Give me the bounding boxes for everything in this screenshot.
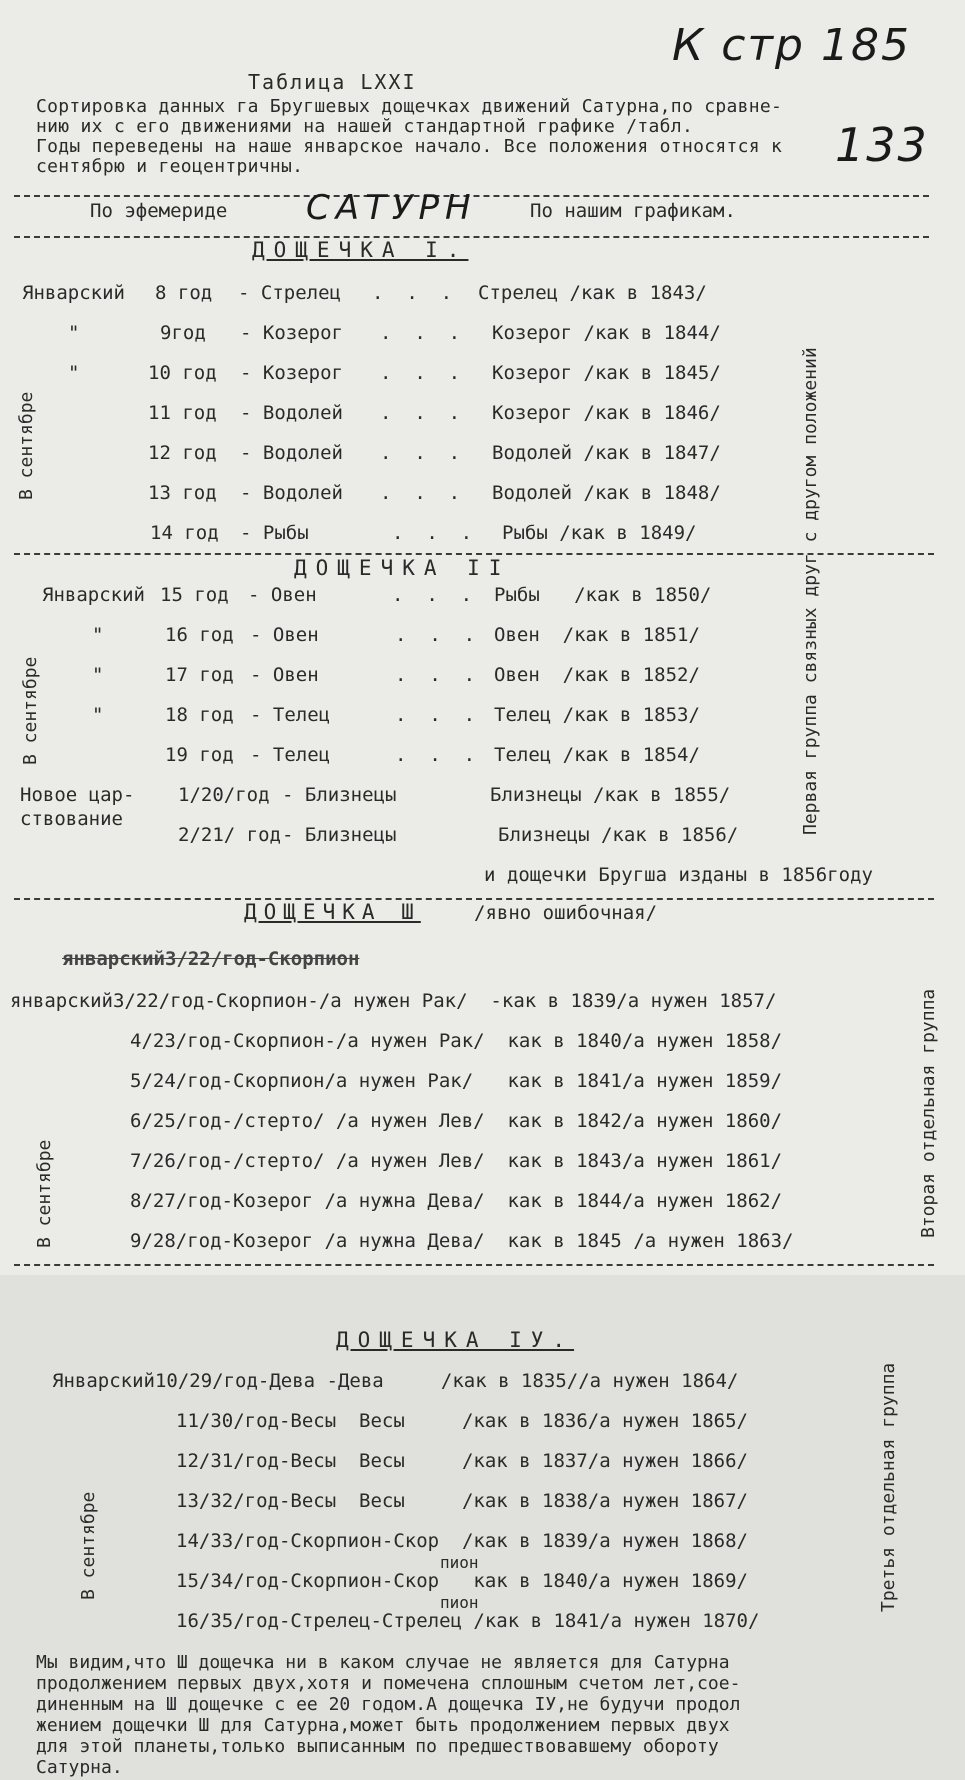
row-prefix: " xyxy=(68,322,80,344)
table-row: 6/25/год-/стерто/ /а нужен Лев/ как в 1842/а нужен 1860/ xyxy=(130,1110,783,1132)
divider xyxy=(14,553,934,555)
row-graph: Телец /как в 1854/ xyxy=(494,744,700,766)
group3-label: Третья отдельная группа xyxy=(878,1362,899,1612)
handwritten-page-reference: К стр 185 xyxy=(672,20,911,71)
row-year: 9год xyxy=(160,322,206,344)
paragraph-line: Сатурна. xyxy=(36,1757,123,1778)
plate2-title: ДОЩЕЧКА II xyxy=(294,556,511,580)
row-dots: . . . xyxy=(395,704,476,726)
row-year: 1/20/год xyxy=(178,784,270,806)
table-row: 12/31/год-Весы Весы /как в 1837/а нужен 1866/ xyxy=(176,1450,748,1472)
plate3-struck-line: январский3/22/год-Скорпион xyxy=(62,948,360,970)
table-row: 8/27/год-Козерог /а нужна Дева/ как в 1844/а нужен 1862/ xyxy=(130,1190,783,1212)
row-year: 14 год xyxy=(150,522,219,544)
row-dots: . . . xyxy=(395,744,476,766)
row-year: 11 год xyxy=(148,402,217,424)
row-sign: - Водолей xyxy=(240,402,343,424)
row-year: 13 год xyxy=(148,482,217,504)
row-graph: Близнецы /как в 1855/ xyxy=(490,784,731,806)
table-title: Таблица LXXI xyxy=(248,70,417,94)
row-dots: . . . xyxy=(392,522,473,544)
row-year: 15 год xyxy=(160,584,229,606)
row-graph: Овен /как в 1852/ xyxy=(494,664,700,686)
header-line-4: Годы переведены на наше январское начало. Все положения относятся к xyxy=(36,136,783,157)
row-graph: Козерог /как в 1844/ xyxy=(492,322,721,344)
row-dots: . . . xyxy=(395,624,476,646)
planet-title: САТУРН xyxy=(306,188,477,228)
row-sign: - Близнецы xyxy=(282,824,397,846)
row-graph: Водолей /как в 1847/ xyxy=(492,442,721,464)
row-year: 8 год xyxy=(155,282,213,304)
plate4-title: ДОЩЕЧКА IУ. xyxy=(336,1328,575,1352)
group1-label: Первая группа связных друг с другом положений xyxy=(800,347,821,835)
row-sign: - Телец xyxy=(250,744,331,766)
row-sign: - Рыбы xyxy=(240,522,309,544)
table-row: 5/24/год-Скорпион/а нужен Рак/ как в 1841/а нужен 1859/ xyxy=(130,1070,783,1092)
row-dots: . . . xyxy=(372,282,453,304)
row-dots: . . . xyxy=(380,362,461,384)
row-year: 12 год xyxy=(148,442,217,464)
row-sign: - Овен xyxy=(250,624,319,646)
plate1-side-label: В сентябре xyxy=(16,391,37,500)
row-graph: Рыбы /как в 1850/ xyxy=(494,584,712,606)
paragraph-line: Мы видим,что Ш дощечка ни в каком случае не является для Сатурна xyxy=(36,1652,730,1673)
row-sign: - Близнецы xyxy=(282,784,397,806)
plate2-note: и дощечки Бругша изданы в 1856году xyxy=(484,864,873,886)
row-year: 16 год xyxy=(165,624,234,646)
table-row: 9/28/год-Козерог /а нужна Дева/ как в 1845 /а нужен 1863/ xyxy=(130,1230,794,1252)
row-dots: . . . xyxy=(380,402,461,424)
paragraph-line: диненным на Ш дощечке с ее 20 годом.А дощечка IУ,не будучи продол xyxy=(36,1694,741,1715)
table-row: январский3/22/год-Скорпион-/а нужен Рак/ -как в 1839/а нужен 1857/ xyxy=(10,990,777,1012)
plate1-title: ДОЩЕЧКА I. xyxy=(252,238,469,262)
plate3-title-note: /явно ошибочная/ xyxy=(474,902,658,924)
row-sign: - Водолей xyxy=(240,482,343,504)
group2-label: Вторая отдельная группа xyxy=(918,988,939,1238)
row-prefix: ствование xyxy=(20,808,123,830)
row-year: 17 год xyxy=(165,664,234,686)
row-year: 19 год xyxy=(165,744,234,766)
table-row: 14/33/год-Скорпион-Скор /как в 1839/а нужен 1868/ xyxy=(176,1530,748,1552)
table-row: 7/26/год-/стерто/ /а нужен Лев/ как в 1843/а нужен 1861/ xyxy=(130,1150,783,1172)
row-sign: - Стрелец xyxy=(238,282,341,304)
header-line-5: сентябрю и геоцентричны. xyxy=(36,156,304,177)
divider xyxy=(14,898,934,900)
row-prefix: " xyxy=(92,704,104,726)
plate4-side-label: В сентябре xyxy=(78,1491,99,1600)
row-graph: Овен /как в 1851/ xyxy=(494,624,700,646)
row-dots: . . . xyxy=(392,584,473,606)
row-sign: - Телец xyxy=(250,704,331,726)
row-year: 10 год xyxy=(148,362,217,384)
plate3-title: ДОЩЕЧКА Ш xyxy=(244,900,421,924)
column-left-header: По эфемериде xyxy=(90,200,228,222)
header-line-3: нию их с его движениями на нашей стандартной графике /табл. xyxy=(36,116,694,137)
row-dots: . . . xyxy=(380,442,461,464)
row-sign: - Овен xyxy=(250,664,319,686)
row-prefix: Новое цар- xyxy=(20,784,135,806)
row-prefix: " xyxy=(92,624,104,646)
word-wrap-fragment: пион xyxy=(440,1553,479,1572)
row-dots: . . . xyxy=(380,322,461,344)
header-line-2: Сортировка данных га Бругшевых дощечках движений Сатурна,по сравне- xyxy=(36,96,783,117)
table-row: Январский10/29/год-Дева -Дева /как в 1835//а нужен 1864/ xyxy=(52,1370,739,1392)
plate3-side-label: В сентябре xyxy=(34,1139,55,1248)
plate2-side-label: В сентябре xyxy=(20,656,41,765)
row-prefix: Январский xyxy=(22,282,125,304)
row-graph: Стрелец /как в 1843/ xyxy=(478,282,707,304)
row-graph: Близнецы /как в 1856/ xyxy=(498,824,739,846)
row-prefix: Январский xyxy=(42,584,145,606)
row-sign: - Овен xyxy=(248,584,317,606)
row-year: 2/21/ год xyxy=(178,824,281,846)
row-sign: - Водолей xyxy=(240,442,343,464)
table-row: 15/34/год-Скорпион-Скор как в 1840/а нужен 1869/ xyxy=(176,1570,748,1592)
word-wrap-fragment: пион xyxy=(440,1593,479,1612)
handwritten-page-number: 133 xyxy=(835,118,929,172)
column-right-header: По нашим графикам. xyxy=(530,200,736,222)
row-graph: Водолей /как в 1848/ xyxy=(492,482,721,504)
row-prefix: " xyxy=(68,362,80,384)
row-sign: - Козерог xyxy=(240,322,343,344)
row-dots: . . . xyxy=(395,664,476,686)
row-graph: Козерог /как в 1846/ xyxy=(492,402,721,424)
row-graph: Козерог /как в 1845/ xyxy=(492,362,721,384)
divider xyxy=(14,236,929,238)
row-graph: Рыбы /как в 1849/ xyxy=(502,522,697,544)
table-row: 11/30/год-Весы Весы /как в 1836/а нужен 1865/ xyxy=(176,1410,748,1432)
row-year: 18 год xyxy=(165,704,234,726)
row-prefix: " xyxy=(92,664,104,686)
row-dots: . . . xyxy=(380,482,461,504)
paragraph-line: продолжением первых двух,хотя и помечена сплошным счетом лет,сое- xyxy=(36,1673,741,1694)
table-row: 13/32/год-Весы Весы /как в 1838/а нужен 1867/ xyxy=(176,1490,748,1512)
row-graph: Телец /как в 1853/ xyxy=(494,704,700,726)
divider xyxy=(14,1264,934,1266)
paragraph-line: жением дощечки Ш для Сатурна,может быть продолжением первых двух xyxy=(36,1715,730,1736)
paragraph-line: для этой планеты,только выписанным по предшествовавшему обороту xyxy=(36,1736,719,1757)
table-row: 4/23/год-Скорпион-/а нужен Рак/ как в 1840/а нужен 1858/ xyxy=(130,1030,783,1052)
row-sign: - Козерог xyxy=(240,362,343,384)
table-row: 16/35/год-Стрелец-Стрелец /как в 1841/а нужен 1870/ xyxy=(176,1610,760,1632)
